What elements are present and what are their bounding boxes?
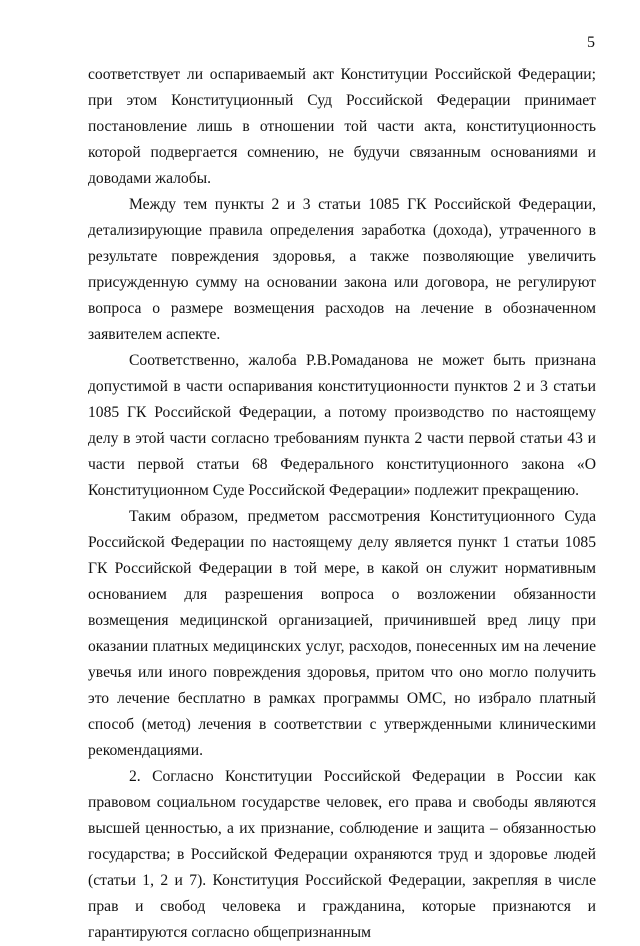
- paragraph-continuation: соответствует ли оспариваемый акт Конституции Российской Федерации; при этом Конституционный Суд Российской Федерации принимает постановление лишь в отношении той части акта, конституционность которой подвергается сомнению, не будучи связанным основаниями и доводами жалобы.: [88, 66, 596, 187]
- paragraph: Соответственно, жалоба Р.В.Ромаданова не может быть признана допустимой в части оспаривания конституционности пунктов 2 и 3 статьи 1085 ГК Российской Федерации, а потому производство по настоящему делу в этой части согласно требованиям пункта 2 части первой статьи 43 и части первой статьи 68 Федерального конституционного закона «О Конституционном Суде Российской Федерации» подлежит прекращению.: [88, 352, 596, 499]
- paragraph: Таким образом, предметом рассмотрения Конституционного Суда Российской Федерации по настоящему делу является пункт 1 статьи 1085 ГК Российской Федерации в той мере, в какой он служит нормативным основанием для разрешения вопроса о возложении обязанности возмещения медицинской организацией, причинившей вред лицу при оказании платных медицинских услуг, расходов, понесенных им на лечение увечья или иного повреждения здоровья, притом что оно могло получить это лечение бесплатно в рамках программы ОМС, но избрало платный способ (метод) лечения в соответствии с утвержденными клиническими рекомендациями.: [88, 508, 596, 759]
- document-body: [88, 62, 596, 946]
- page-number: 5: [587, 34, 595, 51]
- paragraph: 2. Согласно Конституции Российской Федерации в России как правовом социальном государстве человек, его права и свободы являются высшей ценностью, а их признание, соблюдение и защита – обязанностью государства; в Российской Федерации охраняются труд и здоровье людей (статьи 1, 2 и 7). Конституция Российской Федерации, закрепляя в числе прав и свобод человека и гражданина, которые признаются и гарантируются согласно общепризнанным: [88, 768, 596, 941]
- paragraph: Между тем пункты 2 и 3 статьи 1085 ГК Российской Федерации, детализирующие правила определения заработка (дохода), утраченного в результате повреждения здоровья, а также позволяющие увеличить присужденную сумму на основании закона или договора, не регулируют вопроса о размере возмещения расходов на лечение в обозначенном заявителем аспекте.: [88, 196, 596, 343]
